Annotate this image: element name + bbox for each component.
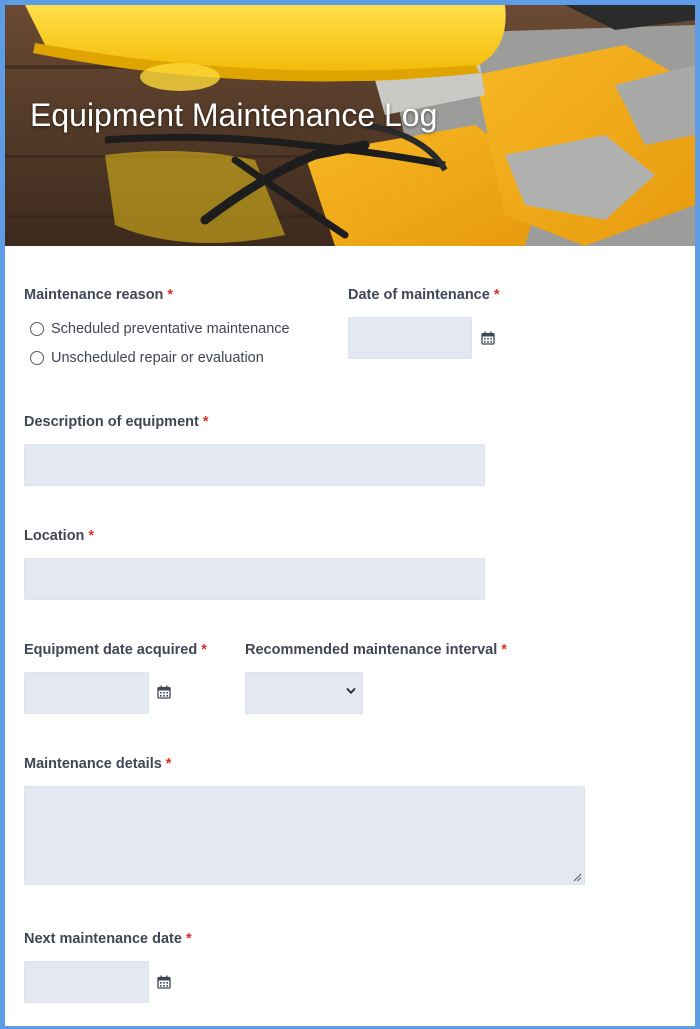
required-indicator: * bbox=[201, 642, 207, 658]
radio-option-unscheduled[interactable] bbox=[30, 350, 264, 366]
interval-label-text: Recommended maintenance interval bbox=[245, 642, 498, 658]
maintenance-details-label-text: Maintenance details bbox=[24, 756, 162, 772]
radio-button-scheduled[interactable] bbox=[30, 322, 44, 336]
location-label-text: Location bbox=[24, 528, 85, 544]
radio-label-scheduled: Scheduled preventative maintenance bbox=[51, 321, 290, 337]
maintenance-details-label bbox=[24, 756, 171, 772]
date-of-maintenance-label-text: Date of maintenance bbox=[348, 287, 490, 303]
chevron-down-icon bbox=[346, 686, 356, 696]
radio-label-unscheduled: Unscheduled repair or evaluation bbox=[51, 350, 264, 366]
radio-option-scheduled[interactable] bbox=[30, 321, 290, 337]
maintenance-details-textarea[interactable] bbox=[24, 786, 585, 885]
required-indicator: * bbox=[501, 642, 507, 658]
description-label-text: Description of equipment bbox=[24, 414, 199, 430]
date-acquired-input[interactable] bbox=[24, 672, 149, 714]
description-input[interactable] bbox=[24, 444, 485, 486]
calendar-icon[interactable] bbox=[157, 975, 171, 989]
location-input[interactable] bbox=[24, 558, 485, 600]
required-indicator: * bbox=[88, 528, 95, 544]
required-indicator: * bbox=[202, 414, 209, 430]
calendar-icon[interactable] bbox=[157, 685, 171, 699]
maintenance-reason-label-text: Maintenance reason bbox=[24, 287, 164, 303]
date-of-maintenance-label bbox=[348, 287, 499, 303]
required-indicator: * bbox=[185, 931, 192, 947]
interval-label bbox=[245, 642, 507, 658]
calendar-icon[interactable] bbox=[481, 331, 495, 345]
next-maintenance-date-input[interactable] bbox=[24, 961, 149, 1003]
date-acquired-label bbox=[24, 642, 207, 658]
radio-button-unscheduled[interactable] bbox=[30, 351, 44, 365]
header-banner bbox=[5, 5, 695, 246]
form-title: Equipment Maintenance Log bbox=[30, 97, 438, 133]
required-indicator: * bbox=[165, 756, 172, 772]
description-label bbox=[24, 414, 208, 430]
next-maintenance-date-label-text: Next maintenance date bbox=[24, 931, 182, 947]
date-of-maintenance-input[interactable] bbox=[348, 317, 472, 359]
interval-select[interactable] bbox=[245, 672, 363, 714]
location-label bbox=[24, 528, 94, 544]
form-container bbox=[5, 5, 695, 1026]
next-maintenance-date-label bbox=[24, 931, 192, 947]
required-indicator: * bbox=[493, 287, 500, 303]
date-acquired-label-text: Equipment date acquired bbox=[24, 642, 198, 658]
maintenance-reason-label bbox=[24, 287, 173, 303]
resize-grip-icon[interactable] bbox=[573, 873, 582, 882]
required-indicator: * bbox=[167, 287, 174, 303]
